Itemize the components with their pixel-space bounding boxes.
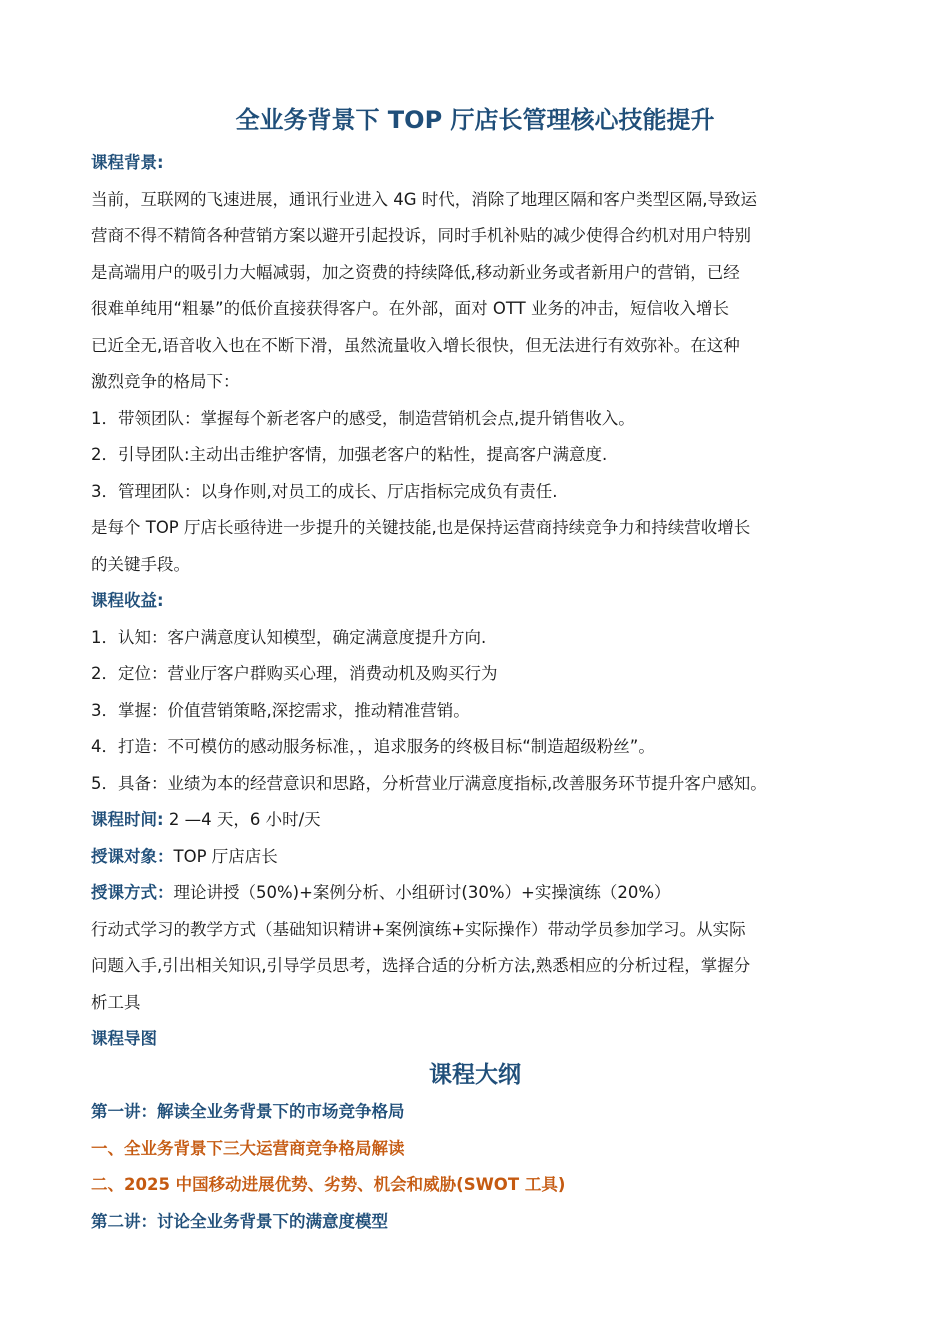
background-paragraph-line: 营商不得不精简各种营销方案以避开引起投诉，同时手机补贴的减少使得合约机对用户特别 bbox=[91, 226, 751, 245]
benefit-item: 2．定位：营业厅客户群购买心理，消费动机及购买行为 bbox=[91, 664, 498, 683]
duration-value: 2 —4 天，6 小时/天 bbox=[163, 810, 321, 829]
background-paragraph-line: 激烈竞争的格局下： bbox=[91, 372, 240, 391]
background-closing-line: 是每个 TOP 厅店长亟待进一步提升的关键技能,也是保持运营商持续竞争力和持续营收增长 bbox=[91, 518, 751, 537]
benefit-item: 1．认知：客户满意度认知模型，确定满意度提升方向. bbox=[91, 627, 487, 647]
outline-section-item: 一、全业务背景下三大运营商竞争格局解读 bbox=[91, 1138, 405, 1158]
benefit-item: 3．掌握：价值营销策略,深挖需求，推动精准营销。 bbox=[91, 700, 470, 720]
method-description-line: 行动式学习的教学方式（基础知识精讲+案例演练+实际操作）带动学员参加学习。从实际 bbox=[91, 919, 746, 939]
background-heading: 课程背景: bbox=[91, 153, 164, 172]
course-background-section bbox=[91, 145, 881, 1058]
audience-label: 授课对象： bbox=[91, 846, 174, 866]
duration-label: 课程时间: bbox=[91, 810, 164, 829]
background-list-item: 3．管理团队：以身作则,对员工的成长、厅店指标完成负有责任. bbox=[91, 481, 558, 501]
method-description-line: 析工具 bbox=[91, 992, 141, 1012]
background-paragraph-line: 很难单纯用“粗暴”的低价直接获得客户。在外部，面对 OTT 业务的冲击，短信收入增长 bbox=[91, 299, 729, 318]
benefits-heading: 课程收益: bbox=[91, 591, 164, 610]
method-value: 理论讲授（50%)+案例分析、小组研讨(30%）+实操演练（20%） bbox=[173, 883, 671, 902]
course-map-label: 课程导图 bbox=[91, 1029, 157, 1048]
benefit-item: 5．具备：业绩为本的经营意识和思路，分析营业厅满意度指标,改善服务环节提升客户感知。 bbox=[91, 773, 767, 793]
method-label: 授课方式： bbox=[91, 883, 174, 902]
background-list-item: 2．引导团队:主动出击维护客情，加强老客户的粘性，提高客户满意度. bbox=[91, 445, 608, 464]
background-paragraph-line: 已近全无,语音收入也在不断下滑，虽然流量收入增长很快，但无法进行有效弥补。在这种 bbox=[91, 335, 740, 355]
background-paragraph-line: 当前，互联网的飞速进展，通讯行业进入 4G 时代，消除了地理区隔和客户类型区隔,导致运 bbox=[91, 189, 758, 209]
background-closing-line: 的关键手段。 bbox=[91, 554, 190, 574]
outline-section-item: 二、2025 中国移动进展优势、劣势、机会和威胁(SWOT 工具) bbox=[91, 1175, 566, 1194]
background-paragraph-line: 是高端用户的吸引力大幅减弱，加之资费的持续降低,移动新业务或者新用户的营销，已经 bbox=[91, 262, 740, 282]
benefit-item: 4．打造：不可模仿的感动服务标准，，追求服务的终极目标“制造超级粉丝”。 bbox=[91, 737, 655, 756]
lecture-heading: 第二讲：讨论全业务背景下的满意度模型 bbox=[91, 1211, 388, 1231]
audience-value: TOP 厅店店长 bbox=[173, 846, 278, 866]
duration-row bbox=[91, 802, 881, 839]
outline-section bbox=[91, 1094, 881, 1240]
method-row bbox=[91, 875, 881, 912]
lecture-heading: 第一讲：解读全业务背景下的市场竞争格局 bbox=[91, 1102, 405, 1121]
background-list-item: 1．带领团队：掌握每个新老客户的感受，制造营销机会点,提升销售收入。 bbox=[91, 408, 635, 428]
outline-title: 课程大纲 bbox=[429, 1062, 521, 1088]
method-description-line: 问题入手,引出相关知识,引导学员思考，选择合适的分析方法,熟悉相应的分析过程，掌握分 bbox=[91, 956, 751, 975]
audience-row bbox=[91, 839, 881, 876]
page-title: 全业务背景下 TOP 厅店长管理核心技能提升 bbox=[235, 106, 715, 134]
